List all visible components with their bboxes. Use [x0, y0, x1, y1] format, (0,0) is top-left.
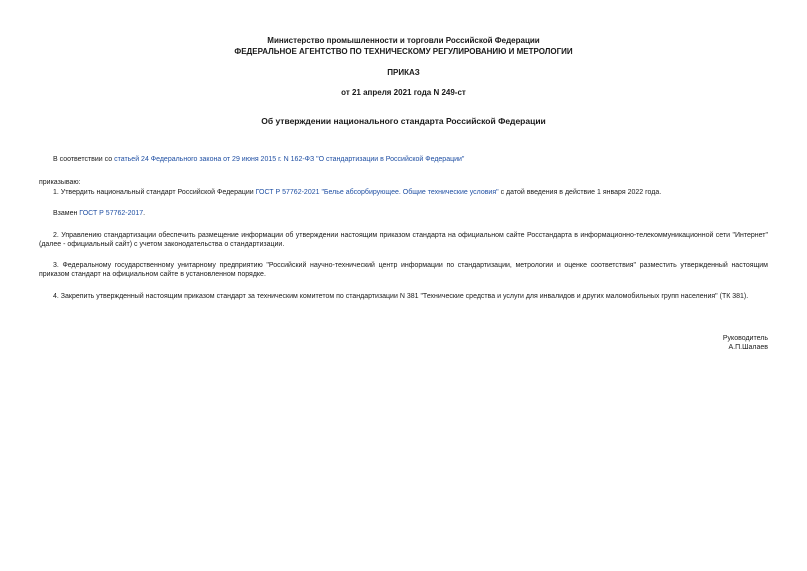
paragraph-item-3: 3. Федеральному государственному унитарному предприятию "Российский научно-технический центр информации по стандартизации, метрологии и оценке соответствия" разместить утвержденный настоящим приказом стандарт на официальном сайте в установленном порядке. [39, 262, 768, 278]
paragraph-order-verb: приказываю: [39, 179, 81, 186]
paragraph-item-2: 2. Управлению стандартизации обеспечить размещение информации об утверждении настоящим приказом стандарта на официальном сайте Росстандарта в информационно-телекоммуникационной сети "Интернет" (далее - официальный сайт) с учетом законодательства о стандартизации. [39, 232, 768, 248]
gost-2017-link[interactable]: ГОСТ Р 57762-2017 [79, 210, 144, 217]
paragraph-replacement [39, 209, 768, 218]
replacement-period: . [143, 210, 146, 217]
signature-role: Руководитель [722, 335, 768, 342]
basis-text: В соответствии со [53, 156, 115, 163]
signature-name: А.П.Шалаев [728, 344, 768, 351]
paragraph-item-4: 4. Закрепить утвержденный настоящим приказом стандарт за техническим комитетом по стандартизации N 381 "Технические средства и услуги для инвалидов и других маломобильных групп населения" (ТК 381). [53, 293, 749, 300]
paragraph-item-1 [39, 188, 768, 197]
gost-2021-link[interactable]: ГОСТ Р 57762-2021 "Белье абсорбирующее. Общие технические условия" [255, 189, 499, 196]
order-heading: ПРИКАЗ [387, 68, 420, 77]
agency-name: ФЕДЕРАЛЬНОЕ АГЕНТСТВО ПО ТЕХНИЧЕСКОМУ РЕГУЛИРОВАНИЮ И МЕТРОЛОГИИ [234, 47, 573, 56]
item-1-text: 1. Утвердить национальный стандарт Российской Федерации [53, 189, 256, 196]
order-title: Об утверждении национального стандарта Российской Федерации [261, 116, 546, 126]
ministry-name: Министерство промышленности и торговли Российской Федерации [267, 36, 540, 45]
federal-law-link[interactable]: статьей 24 Федерального закона от 29 июня 2015 г. N 162-ФЗ "О стандартизации в Российской Федерации" [114, 156, 465, 163]
paragraph-basis [39, 155, 768, 164]
replacement-text: Взамен [53, 210, 80, 217]
order-date: от 21 апреля 2021 года N 249-ст [341, 88, 466, 97]
item-1-date-text: с датой введения в действие 1 января 2022 года. [498, 189, 662, 196]
